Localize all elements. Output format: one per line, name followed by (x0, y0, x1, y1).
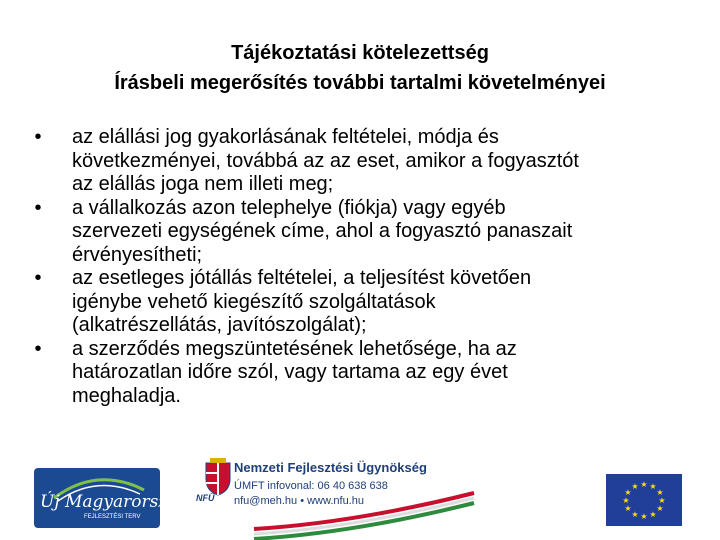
svg-text:★: ★ (649, 482, 657, 491)
bullet-icon: • (34, 337, 42, 360)
bullet-line: (alkatrészellátás, javítószolgálat); (72, 314, 367, 336)
nfu-abbr: NFÜ (196, 493, 215, 503)
list-item (28, 197, 698, 268)
bullet-line: szervezeti egységének címe, ahol a fogyasztó panaszait (72, 220, 573, 242)
bullet-line: meghaladja. (72, 384, 181, 407)
svg-text:★: ★ (640, 512, 648, 521)
logo-subtext: FEJLESZTÉSI TERV (84, 514, 141, 520)
eu-flag (606, 474, 682, 526)
svg-text:★: ★ (624, 504, 632, 513)
bullet-line: a szerződés megszüntetésének lehetősége, ha az (72, 337, 517, 360)
bullet-line: az elállás joga nem illeti meg; (72, 173, 334, 195)
title-line-2: Írásbeli megerősítés további tartalmi követelményei (114, 72, 606, 94)
list-item (28, 267, 698, 338)
eu-stars-icon (606, 474, 682, 526)
bullet-list (28, 126, 698, 408)
svg-text:★: ★ (649, 510, 657, 519)
tricolor-swoosh-icon (194, 455, 494, 540)
bullet-icon: • (34, 267, 42, 289)
svg-text:★: ★ (656, 504, 664, 513)
bullet-line: igénybe vehető kiegészítő szolgáltatások (72, 290, 436, 313)
svg-text:★: ★ (624, 488, 632, 497)
list-item (28, 338, 698, 409)
bullet-line: érvényesítheti; (72, 243, 203, 266)
bullet-icon: • (34, 196, 42, 219)
title-line-1: Tájékoztatási kötelezettség (231, 42, 489, 64)
bullet-line: az esetleges jótállás feltételei, a teljesítést követően (72, 267, 532, 289)
org-name: Nemzeti Fejlesztési Ügynökség (234, 460, 427, 475)
logo-text: Új Magyarország (40, 492, 189, 512)
bullet-line: határozatlan időre szól, vagy tartama az egy évet (72, 361, 508, 383)
svg-text:★: ★ (640, 480, 648, 489)
bullet-line: az elállási jog gyakorlásának feltételei, módja és (72, 126, 499, 148)
svg-text:★: ★ (631, 510, 639, 519)
nfu-logo-block (194, 455, 494, 540)
svg-text:★: ★ (656, 488, 664, 497)
bullet-icon: • (34, 126, 42, 148)
phone-line: ÚMFT infovonal: 06 40 638 638 (234, 480, 388, 492)
slide-title (0, 38, 720, 98)
svg-text:★: ★ (622, 496, 630, 505)
svg-text:★: ★ (658, 496, 666, 505)
uj-magyarorszag-logo (34, 468, 189, 528)
svg-text:★: ★ (631, 482, 639, 491)
bullet-line: következményei, továbbá az az eset, amikor a fogyasztót (72, 149, 579, 172)
email-web-line: nfu@meh.hu • www.nfu.hu (234, 495, 364, 507)
bullet-line: a vállalkozás azon telephelye (fiókja) vagy egyéb (72, 196, 506, 219)
list-item (28, 126, 698, 197)
